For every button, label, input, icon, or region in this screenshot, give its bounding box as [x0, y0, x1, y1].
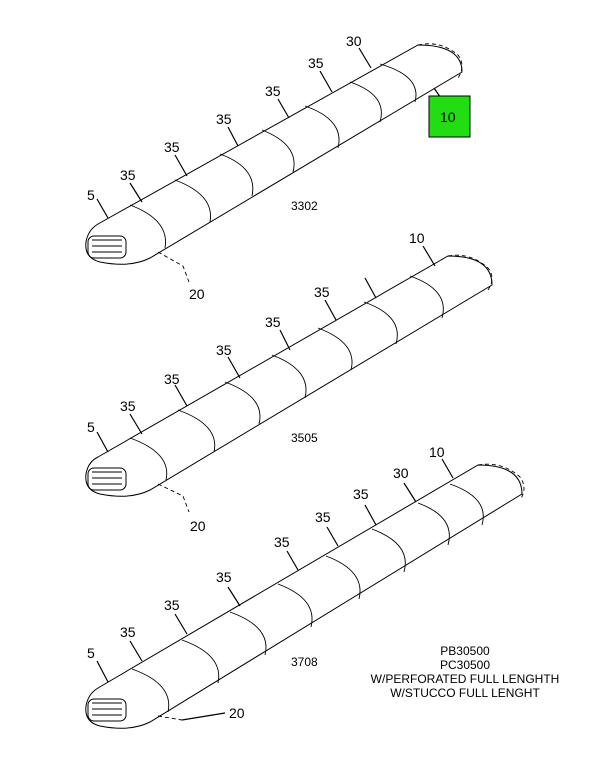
callout-35: 35	[120, 167, 136, 183]
callout-30: 30	[346, 33, 362, 49]
note-line-2: PC30500	[439, 658, 491, 672]
callout-35: 35	[216, 569, 232, 585]
part-notes	[371, 644, 560, 700]
callout-35: 35	[265, 83, 281, 99]
callout-35: 35	[216, 342, 232, 358]
callout-10-highlight: 10	[440, 109, 456, 125]
callout-35: 35	[164, 371, 180, 387]
callout-20: 20	[189, 286, 205, 302]
callout-35: 35	[353, 486, 369, 502]
callout-5: 5	[87, 419, 95, 435]
panel-body	[86, 256, 492, 496]
panel-3505	[86, 230, 492, 534]
callout-35: 35	[274, 534, 290, 550]
panel-code: 3302	[291, 199, 318, 213]
callout-35: 35	[265, 314, 281, 330]
panel-code: 3708	[291, 655, 318, 669]
callout-5: 5	[87, 645, 95, 661]
callout-35: 35	[315, 509, 331, 525]
callout-10: 10	[409, 230, 425, 246]
callout-5: 5	[87, 187, 95, 203]
callout-35: 35	[120, 398, 136, 414]
note-line-4: W/STUCCO FULL LENGHT	[390, 686, 540, 700]
callout-10: 10	[429, 444, 445, 460]
callout-35: 35	[216, 111, 232, 127]
callout-20: 20	[229, 705, 245, 721]
note-line-3: W/PERFORATED FULL LENGHTH	[370, 672, 560, 686]
callout-35: 35	[308, 55, 324, 71]
callout-35: 35	[164, 139, 180, 155]
note-line-1: PB30500	[440, 644, 490, 658]
callout-20: 20	[190, 518, 206, 534]
callout-35: 35	[314, 284, 330, 300]
panel-code: 3505	[291, 431, 318, 445]
panel-3302	[86, 33, 470, 302]
callout-30: 30	[393, 465, 409, 481]
callout-35: 35	[120, 624, 136, 640]
callout-35: 35	[164, 597, 180, 613]
panel-body	[86, 45, 462, 264]
